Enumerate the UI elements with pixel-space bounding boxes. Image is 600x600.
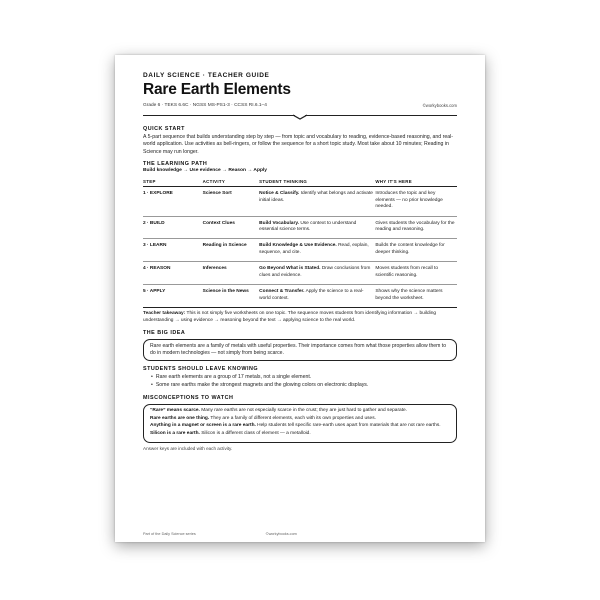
activity-cell: Science Sort: [203, 187, 260, 216]
thinking-cell: [259, 262, 375, 285]
page-title: Rare Earth Elements: [143, 81, 291, 98]
thinking-detail: Draw conclusions from clues and evidence.: [259, 266, 371, 278]
learning-path-table: [143, 177, 457, 308]
misconception-item: [150, 408, 450, 414]
teacher-guide-page: [115, 55, 485, 542]
misconception-claim: Anything in a magnet or screen is a rare earth.: [150, 423, 256, 429]
takeaway-label: Teacher takeaway:: [143, 311, 186, 317]
big-idea-heading: THE BIG IDEA: [143, 329, 186, 336]
column-header: ACTIVITY: [203, 177, 260, 187]
thinking-lead: Build Knowledge & Use Evidence.: [259, 243, 337, 249]
list-item: • Some rare earths make the strongest magnets and the glowing colors on electronic displays.: [151, 382, 457, 390]
thinking-detail: Read, explain, sequence, and cite.: [259, 243, 369, 255]
misconceptions-heading: MISCONCEPTIONS TO WATCH: [143, 394, 234, 401]
know-list: [143, 374, 457, 390]
learning-path-heading: THE LEARNING PATH: [143, 161, 208, 168]
page-footer: [143, 532, 457, 536]
table-row: [143, 285, 457, 308]
activity-cell: Inferences: [203, 262, 260, 285]
takeaway-text: This is not simply five worksheets on one topic. The sequence moves students from identifying information → building understanding → using evidence → reasoning beyond the text → applying science to the real world.: [143, 311, 437, 323]
teacher-takeaway: [143, 311, 457, 324]
activity-cell: Context Clues: [203, 216, 260, 239]
misconception-claim: “Rare” means scarce.: [150, 407, 200, 413]
standards-row: [143, 103, 457, 108]
misconception-claim: Rare earths are one thing.: [150, 415, 210, 421]
thinking-lead: Notice & Classify.: [259, 191, 300, 197]
thinking-cell: [259, 216, 375, 239]
thinking-detail: Apply the science to a real-world context.: [259, 289, 364, 301]
site-credit: ©workybooks.com: [422, 103, 457, 108]
misconception-item: [150, 416, 450, 422]
column-header: WHY IT'S HERE: [375, 177, 457, 187]
table-row: [143, 262, 457, 285]
thinking-cell: [259, 285, 375, 308]
column-header: STUDENT THINKING: [259, 177, 375, 187]
why-cell: Introduces the topic and key elements — no prior knowledge needed.: [375, 187, 457, 216]
table-row: [143, 239, 457, 262]
footer-credit: ©workybooks.com: [265, 532, 297, 536]
know-heading: STUDENTS SHOULD LEAVE KNOWING: [143, 365, 259, 372]
misconception-correction: They are a family of different elements, each with its own properties and uses.: [209, 415, 376, 421]
misconceptions-box: [143, 404, 457, 444]
table-row: [143, 187, 457, 216]
table-header-row: [143, 177, 457, 187]
header-divider: [143, 111, 457, 121]
thinking-detail: Identify what belongs and activate initial ideas.: [259, 191, 373, 203]
thinking-cell: [259, 239, 375, 262]
learning-path-subtitle: Build knowledge → Use evidence → Reason → Apply: [143, 168, 268, 174]
misconception-correction: Many rare earths are not especially scarce in the crust; they are just hard to gather and separate.: [199, 407, 408, 413]
thinking-lead: Build Vocabulary.: [259, 220, 299, 226]
step-cell: 5 · APPLY: [143, 285, 203, 308]
why-cell: Builds the content knowledge for deeper thinking.: [375, 239, 457, 262]
big-idea-box: Rare earth elements are a family of metals with useful properties. Their importance comes from what those properties allow them to do in modern technologies — not simply from being scarce.: [143, 339, 457, 361]
footer-series: Part of the Daily Science series: [143, 532, 196, 536]
activity-cell: Reading in Science: [203, 239, 260, 262]
standards-text: Grade 6 · TEKS 6.6C · NGSS MS-PS1-3 · CCSS RI.6.1–4: [143, 103, 267, 108]
why-cell: Shows why the science matters beyond the worksheet.: [375, 285, 457, 308]
divider-chevron-icon: [293, 114, 307, 120]
step-cell: 3 · LEARN: [143, 239, 203, 262]
why-cell: Gives students the vocabulary for the reading and reasoning.: [375, 216, 457, 239]
thinking-cell: [259, 187, 375, 216]
misconception-item: [150, 431, 450, 437]
step-cell: 2 · BUILD: [143, 216, 203, 239]
misconception-correction: Silicon is a different class of element — a metalloid.: [199, 431, 311, 437]
table-row: [143, 216, 457, 239]
misconception-item: [150, 423, 450, 429]
quick-start-heading: QUICK START: [143, 126, 185, 132]
thinking-lead: Connect & Transfer.: [259, 289, 305, 295]
list-item: • Rare earth elements are a group of 17 metals, not a single element.: [151, 374, 457, 382]
activity-cell: Science in the News: [203, 285, 260, 308]
series-kicker: DAILY SCIENCE · TEACHER GUIDE: [143, 72, 270, 79]
step-cell: 1 · EXPLORE: [143, 187, 203, 216]
quick-start-text: A 5-part sequence that builds understanding step by step — from topic and vocabulary to reading, evidence-based reasoning, and real-world application. Use activities as bell-ringers, or follow the sequence for a short topic study. Most take about 10 minutes; Reading in Science may run longer.: [143, 134, 454, 155]
thinking-detail: Use context to understand essential science terms.: [259, 220, 357, 232]
thinking-lead: Go Beyond What is Stated.: [259, 266, 321, 272]
column-header: STEP: [143, 177, 203, 187]
misconception-correction: Help students tell specific rare-earth uses apart from materials that are not rare earths.: [255, 423, 441, 429]
answer-key-note: Answer keys are included with each activity.: [143, 446, 233, 452]
misconception-claim: Silicon is a rare earth.: [150, 431, 200, 437]
why-cell: Moves students from recall to scientific reasoning.: [375, 262, 457, 285]
step-cell: 4 · REASON: [143, 262, 203, 285]
